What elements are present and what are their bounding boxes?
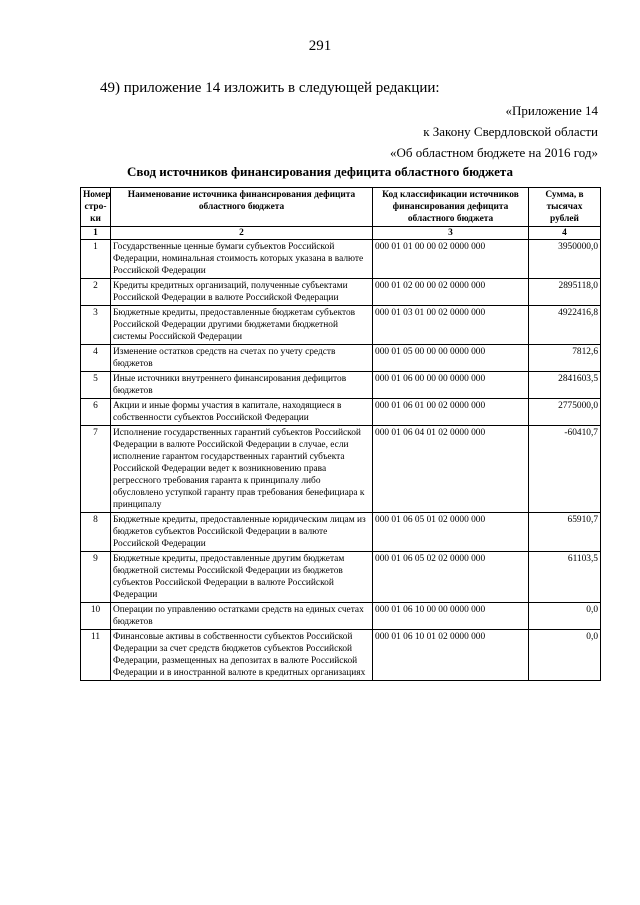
classification-code: 000 01 06 10 00 00 0000 000	[373, 603, 529, 630]
classification-code: 000 01 06 00 00 00 0000 000	[373, 372, 529, 399]
source-name: Финансовые активы в собственности субъектов Российской Федерации за счет средств бюджетов субъектов Российской Федерации, размещенных на депозитах в валюте Российской Федерации и в иностранной валюте в кредитных организациях	[111, 630, 373, 681]
classification-code: 000 01 06 01 00 02 0000 000	[373, 399, 529, 426]
header-row-number: Номер стро-ки	[81, 188, 111, 227]
row-number: 10	[81, 603, 111, 630]
classification-code: 000 01 06 10 01 02 0000 000	[373, 630, 529, 681]
column-number-row	[81, 227, 601, 240]
classification-code: 000 01 01 00 00 02 0000 000	[373, 240, 529, 279]
column-number: 4	[529, 227, 601, 240]
instruction-text: 49) приложение 14 изложить в следующей редакции:	[100, 80, 440, 96]
row-number: 7	[81, 426, 111, 513]
classification-code: 000 01 02 00 00 02 0000 000	[373, 279, 529, 306]
row-number: 2	[81, 279, 111, 306]
row-number: 4	[81, 345, 111, 372]
source-name: Кредиты кредитных организаций, полученные субъектами Российской Федерации в валюте Российской Федерации	[111, 279, 373, 306]
amount: 7812,6	[529, 345, 601, 372]
source-name: Акции и иные формы участия в капитале, находящиеся в собственности субъектов Российской Федерации	[111, 399, 373, 426]
table-row	[81, 426, 601, 513]
appendix-reference	[390, 100, 598, 163]
table-row	[81, 279, 601, 306]
source-name: Бюджетные кредиты, предоставленные другим бюджетам бюджетной системы Российской Федерации из бюджетов субъектов Российской Федерации в валюте Российской Федерации	[111, 552, 373, 603]
table-row	[81, 399, 601, 426]
appendix-line-2: к Закону Свердловской области	[423, 124, 598, 139]
header-classification-code: Код классификации источников финансирования дефицита областного бюджета	[373, 188, 529, 227]
source-name: Бюджетные кредиты, предоставленные бюджетам субъектов Российской Федерации другими бюджетами бюджетной системы Российской Федерации	[111, 306, 373, 345]
row-number: 8	[81, 513, 111, 552]
appendix-line-1: «Приложение 14	[505, 103, 598, 118]
amount: 65910,7	[529, 513, 601, 552]
amount: 3950000,0	[529, 240, 601, 279]
classification-code: 000 01 06 05 01 02 0000 000	[373, 513, 529, 552]
table-row	[81, 345, 601, 372]
table-row	[81, 372, 601, 399]
row-number: 5	[81, 372, 111, 399]
classification-code: 000 01 06 05 02 02 0000 000	[373, 552, 529, 603]
amount: 2895118,0	[529, 279, 601, 306]
amount: -60410,7	[529, 426, 601, 513]
amount: 2841603,5	[529, 372, 601, 399]
table-row	[81, 240, 601, 279]
amount: 0,0	[529, 630, 601, 681]
financing-sources-table	[80, 187, 601, 681]
amount: 4922416,8	[529, 306, 601, 345]
source-name: Иные источники внутреннего финансирования дефицитов бюджетов	[111, 372, 373, 399]
row-number: 3	[81, 306, 111, 345]
table-row	[81, 513, 601, 552]
header-row	[81, 188, 601, 227]
header-source-name: Наименование источника финансирования дефицита областного бюджета	[111, 188, 373, 227]
appendix-line-3: «Об областном бюджете на 2016 год»	[390, 145, 598, 160]
column-number: 3	[373, 227, 529, 240]
page-number: 291	[308, 38, 332, 54]
table-row	[81, 630, 601, 681]
row-number: 6	[81, 399, 111, 426]
table-row	[81, 552, 601, 603]
header-amount: Сумма, в тысячах рублей	[529, 188, 601, 227]
classification-code: 000 01 03 01 00 02 0000 000	[373, 306, 529, 345]
source-name: Операции по управлению остатками средств на единых счетах бюджетов	[111, 603, 373, 630]
table-title: Свод источников финансирования дефицита областного бюджета	[127, 164, 513, 179]
source-name: Государственные ценные бумаги субъектов Российской Федерации, номинальная стоимость которых указана в валюте Российской Федерации	[111, 240, 373, 279]
amount: 61103,5	[529, 552, 601, 603]
classification-code: 000 01 06 04 01 02 0000 000	[373, 426, 529, 513]
amount: 2775000,0	[529, 399, 601, 426]
row-number: 1	[81, 240, 111, 279]
column-number: 2	[111, 227, 373, 240]
column-number: 1	[81, 227, 111, 240]
table-row	[81, 306, 601, 345]
source-name: Исполнение государственных гарантий субъектов Российской Федерации в валюте Российской Федерации в случае, если исполнение гарантом государственных гарантий субъекта Российской Федерации ведет к возникновению права регрессного требования гаранта к принципалу либо обусловлено уступкой гаранту прав требования бенефициара к принципалу	[111, 426, 373, 513]
amount: 0,0	[529, 603, 601, 630]
table-row	[81, 603, 601, 630]
source-name: Бюджетные кредиты, предоставленные юридическим лицам из бюджетов субъектов Российской Федерации в валюте Российской Федерации	[111, 513, 373, 552]
row-number: 11	[81, 630, 111, 681]
row-number: 9	[81, 552, 111, 603]
classification-code: 000 01 05 00 00 00 0000 000	[373, 345, 529, 372]
source-name: Изменение остатков средств на счетах по учету средств бюджетов	[111, 345, 373, 372]
